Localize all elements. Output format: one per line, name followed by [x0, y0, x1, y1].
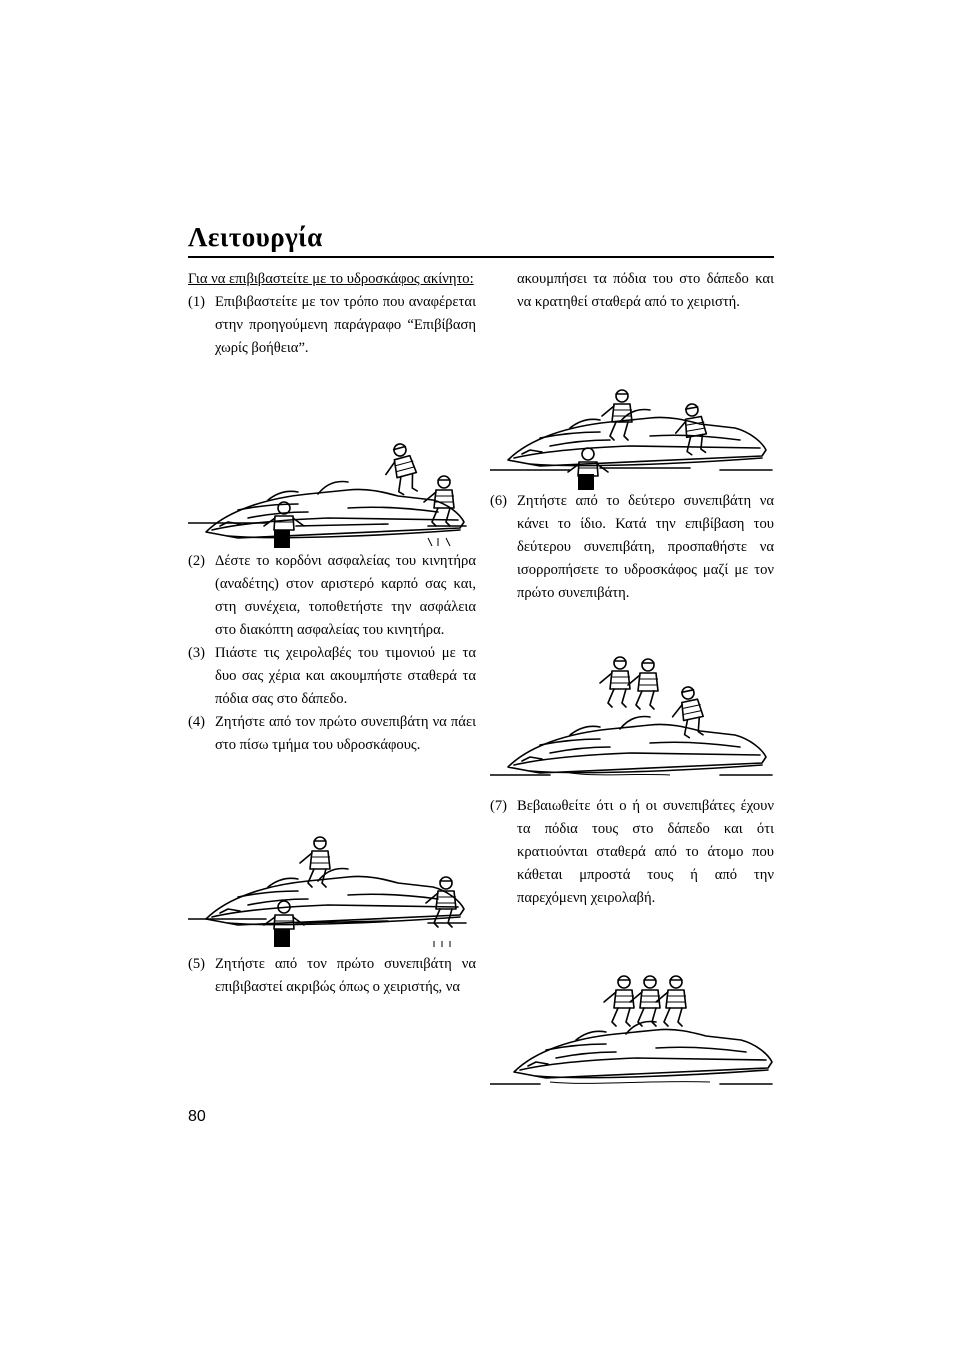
- step-6: [490, 490, 774, 605]
- step-5-continued: ακουμπήσει τα πόδια του στο δάπεδο και να κρατηθεί σταθερά από το χειριστή.: [517, 271, 774, 310]
- subheading: Για να επιβιβαστείτε με το υδροσκάφος ακίνητο:: [188, 271, 474, 287]
- left-column: [188, 268, 476, 999]
- step-3-number: (3): [188, 645, 206, 661]
- step-4-text: Ζητήστε από τον πρώτο συνεπιβάτη να πάει στο πίσω τμήμα του υδροσκάφους.: [215, 714, 476, 753]
- step-2-number: (2): [188, 553, 206, 569]
- step-3: [188, 642, 476, 711]
- step-2: [188, 550, 476, 642]
- step-7-text: Βεβαιωθείτε ότι ο ή οι συνεπιβάτες έχουν τα πόδια τους στο δάπεδο και ότι κρατιούνται σταθερά από το άτομο που κάθεται μπροστά τους ή από την παρεχόμενη χειρολαβή.: [517, 798, 774, 906]
- step-4-number: (4): [188, 714, 206, 730]
- step-1: [188, 291, 476, 360]
- step-7-number: (7): [490, 798, 508, 814]
- right-column: [490, 268, 774, 1090]
- step-1-number: (1): [188, 294, 206, 310]
- step-7: [490, 795, 774, 910]
- illustration-step-6: [490, 605, 774, 795]
- step-6-number: (6): [490, 493, 508, 509]
- page-number: 80: [188, 1108, 206, 1125]
- title-rule: [188, 256, 774, 258]
- step-5-text: Ζητήστε από τον πρώτο συνεπιβάτη να επιβιβαστεί ακριβώς όπως ο χειριστής, να: [215, 956, 476, 995]
- step-2-text: Δέστε το κορδόνι ασφαλείας του κινητήρα (αναδέτης) στον αριστερό καρπό σας και, στη συνέχεια, τοποθετήστε την ασφάλεια στο διακόπτη ασφαλείας του κινητήρα.: [215, 553, 476, 638]
- illustration-step-4: [188, 757, 476, 953]
- illustration-step-1: [188, 360, 476, 550]
- step-1-text: Επιβιβαστείτε με τον τρόπο που αναφέρεται στην προηγούμενη παράγραφο “Επιβίβαση χωρίς βοήθεια”.: [215, 294, 476, 356]
- illustration-step-5: [490, 314, 774, 490]
- page-title: Λειτουργία: [188, 222, 323, 252]
- step-4: [188, 711, 476, 757]
- illustration-step-7: [490, 910, 774, 1090]
- step-5-number: (5): [188, 956, 206, 972]
- step-5: [188, 953, 476, 999]
- step-3-text: Πιάστε τις χειρολαβές του τιμονιού με τα δυο σας χέρια και ακουμπήστε σταθερά τα πόδια σας στο δάπεδο.: [215, 645, 476, 707]
- step-6-text: Ζητήστε από το δεύτερο συνεπιβάτη να κάνει το ίδιο. Κατά την επιβίβαση του δεύτερου συνεπιβάτη, προσπαθήστε να ισορροπήσετε το υδροσκάφος μαζί με τον πρώτο συνεπιβάτη.: [517, 493, 774, 601]
